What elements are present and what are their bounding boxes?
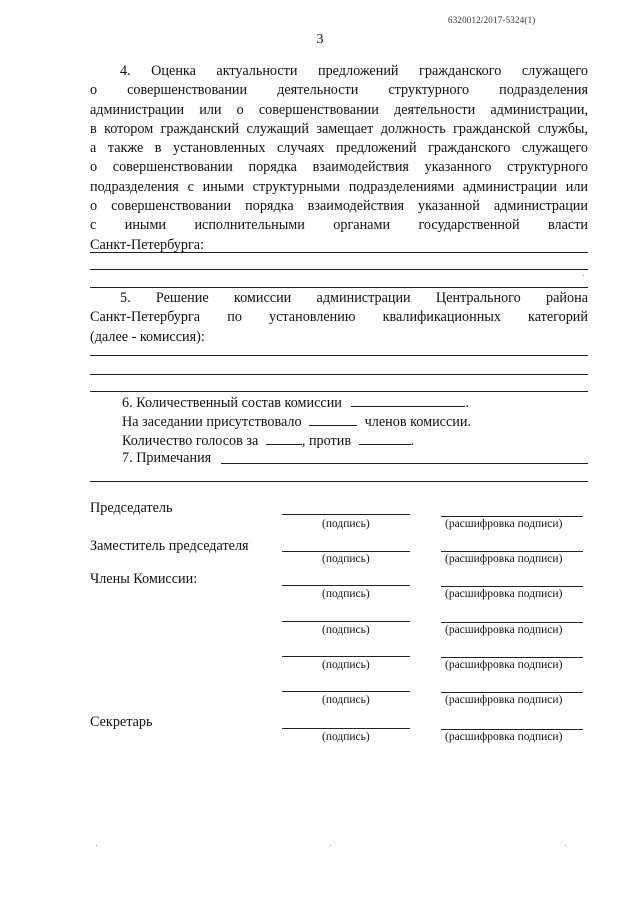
decoding-line[interactable]	[441, 622, 583, 623]
fill-line[interactable]	[90, 252, 588, 253]
fill-line[interactable]	[90, 269, 588, 270]
votes-line	[122, 431, 414, 450]
votes-against-field[interactable]	[359, 431, 411, 445]
section-4-line: Санкт-Петербурга:	[90, 236, 205, 253]
section-4-line: подразделения с иными структурными подразделениями администрации или	[90, 178, 588, 195]
decoding-line[interactable]	[441, 586, 583, 587]
signature-caption: (подпись)	[322, 624, 370, 636]
attendance-label: На заседании присутствовало	[122, 414, 302, 430]
fill-line[interactable]	[90, 391, 588, 392]
signature-line[interactable]	[282, 656, 410, 657]
signature-caption: (подпись)	[322, 588, 370, 600]
section-4-line: администрации или о совершенствовании деятельности администрации,	[90, 101, 588, 118]
section-4-line: о совершенствовании деятельности структурного подразделения	[90, 82, 588, 99]
decoding-line[interactable]	[441, 657, 583, 658]
decoding-caption: (расшифровка подписи)	[445, 731, 563, 743]
signature-caption: (подпись)	[322, 518, 370, 530]
signature-line[interactable]	[282, 585, 410, 586]
fill-line[interactable]	[90, 287, 588, 288]
notes-label: 7. Примечания	[122, 450, 212, 466]
section-5-line: (далее - комиссия):	[90, 328, 205, 345]
signature-line[interactable]	[282, 728, 410, 729]
signature-caption: (подпись)	[322, 659, 370, 671]
attendance-suffix: членов комиссии.	[364, 414, 472, 430]
section-4-line: а также в установленных случаях предложений гражданского служащего	[90, 140, 588, 157]
chairman-label: Председатель	[90, 500, 173, 516]
attendance-line	[122, 412, 471, 431]
decoding-caption: (расшифровка подписи)	[445, 553, 563, 565]
votes-for-label: Количество голосов за	[122, 433, 259, 449]
section-5-line: Санкт-Петербурга по установлению квалификационных категорий	[90, 309, 588, 326]
signature-caption: (подпись)	[322, 553, 370, 565]
scan-speck	[330, 845, 331, 846]
page-number: 3	[316, 32, 324, 47]
section-5-text	[90, 289, 588, 347]
fill-line[interactable]	[90, 355, 588, 356]
notes-line[interactable]	[221, 463, 588, 464]
signature-line[interactable]	[282, 691, 410, 692]
section-4-line: в котором гражданский служащий замещает должность гражданской службы,	[90, 120, 588, 137]
section-4-line: с иными исполнительными органами государственной власти	[90, 217, 588, 234]
document-number: 6320012/2017-5324(1)	[448, 15, 536, 25]
scan-speck	[565, 845, 566, 846]
decoding-line[interactable]	[441, 692, 583, 693]
commission-size-label: 6. Количественный состав комиссии	[122, 395, 342, 411]
commission-size-end: .	[465, 395, 469, 411]
signature-caption: (подпись)	[322, 694, 370, 706]
section-4-line: о совершенствовании порядка взаимодействия указанного структурного	[90, 159, 588, 176]
signature-line[interactable]	[282, 551, 410, 552]
notes-line[interactable]	[90, 481, 588, 482]
section-5-line: 5. Решение комиссии администрации Центрального района	[120, 290, 588, 306]
attendance-field[interactable]	[309, 412, 357, 426]
votes-end: .	[410, 433, 415, 449]
members-label: Члены Комиссии:	[90, 571, 198, 587]
section-4-line: о совершенствовании порядка взаимодействия указанной администрации	[90, 198, 588, 215]
section-4-line: 4. Оценка актуальности предложений гражданского служащего	[120, 63, 588, 79]
commission-size-field[interactable]	[351, 393, 465, 407]
decoding-caption: (расшифровка подписи)	[445, 659, 563, 671]
decoding-caption: (расшифровка подписи)	[445, 624, 563, 636]
signature-line[interactable]	[282, 621, 410, 622]
decoding-caption: (расшифровка подписи)	[445, 518, 563, 530]
scan-speck	[583, 275, 584, 276]
commission-size-line	[122, 393, 469, 412]
decoding-line[interactable]	[441, 729, 583, 730]
decoding-line[interactable]	[441, 516, 583, 517]
scan-speck	[96, 845, 97, 846]
decoding-caption: (расшифровка подписи)	[445, 588, 563, 600]
decoding-caption: (расшифровка подписи)	[445, 694, 563, 706]
decoding-line[interactable]	[441, 551, 583, 552]
secretary-label: Секретарь	[90, 714, 153, 730]
votes-for-field[interactable]	[266, 431, 302, 445]
votes-against-label: , против	[301, 433, 352, 449]
fill-line[interactable]	[90, 374, 588, 375]
signature-caption: (подпись)	[322, 731, 370, 743]
section-4-text	[90, 62, 588, 255]
signature-line[interactable]	[282, 514, 410, 515]
deputy-chairman-label: Заместитель председателя	[90, 538, 249, 554]
